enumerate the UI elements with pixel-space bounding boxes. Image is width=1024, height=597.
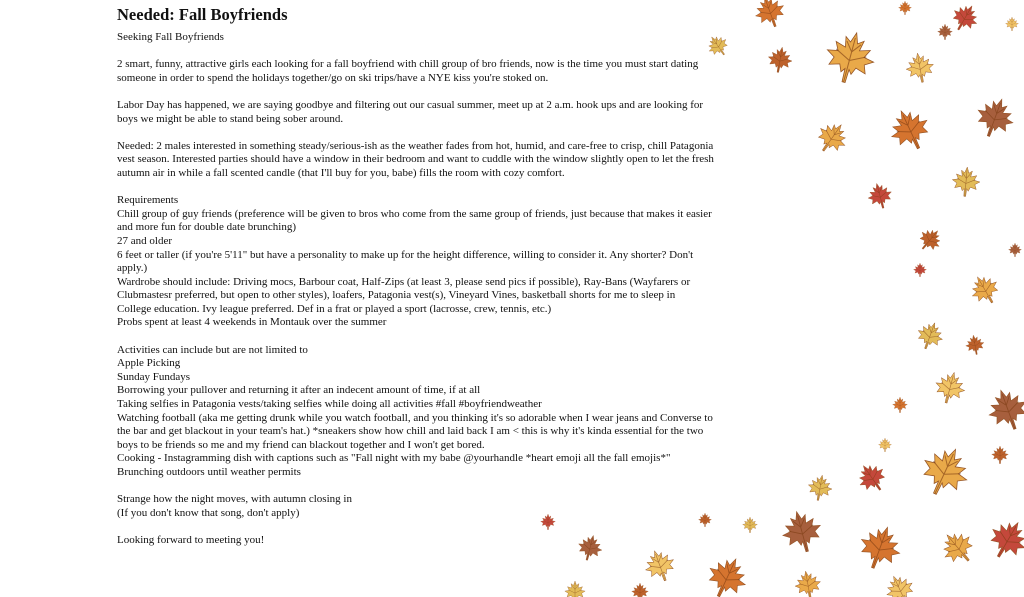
- requirement-item: 27 and older: [117, 234, 172, 247]
- activity-item: Watching football (aka me getting drunk while you watch football, and you thinking it's so adorable when I wear jeans and Converse to the bar and get blackout in your team's hat.) *sneakers show how chill and laid back I am < this is why it's kinda essential for the two boys to be friends so me and my friend can blackout together and I won't get bored.: [117, 411, 713, 451]
- activity-item: Apple Picking: [117, 357, 181, 370]
- activities-section: [117, 344, 717, 480]
- intro-paragraph: 2 smart, funny, attractive girls each looking for a fall boyfriend with chill group of bro friends, now is the time you must start dating someone in order to spend the holidays together/go on ski trips/have a NYE kiss you're stoked on.: [117, 58, 699, 84]
- maple-leaf-icon: [632, 583, 649, 597]
- needed-paragraph: Needed: 2 males interested in something steady/serious-ish as the weather fades from hot, humid, and care-free to crisp, chill Patagonia vest season. Interested parties should have a window in their bedroom and want to cuddle with the window slightly open to let the fresh autumn air in while a fall scented candle (that I'll buy for you, babe) fills the room with cozy comfort.: [117, 139, 714, 179]
- maple-leaf-icon: [966, 270, 1005, 309]
- maple-leaf-icon: [820, 27, 879, 89]
- maple-leaf-icon: [964, 334, 986, 356]
- maple-leaf-icon: [893, 397, 908, 413]
- post-title: Needed: Fall Boyfriends: [117, 5, 288, 24]
- maple-leaf-icon: [879, 438, 892, 452]
- requirement-item: Probs spent at least 4 weekends in Montauk over the summer: [117, 316, 387, 329]
- requirements-section: [117, 194, 717, 330]
- maple-leaf-icon: [951, 166, 981, 198]
- maple-leaf-icon: [935, 525, 980, 571]
- maple-leaf-icon: [947, 0, 983, 36]
- maple-leaf-icon: [565, 581, 585, 597]
- activities-heading: Activities can include but are not limited to: [117, 343, 308, 356]
- maple-leaf-icon: [854, 520, 907, 574]
- requirement-item: Chill group of guy friends (preference will be given to bros who come from the same group of friends, just because that makes it easier and more fun for double date brunching): [117, 207, 712, 234]
- sign-off: Looking forward to meeting you!: [117, 533, 265, 546]
- maple-leaf-icon: [899, 1, 912, 15]
- closing-note: (If you don't know that song, don't apply): [117, 506, 300, 519]
- maple-leaf-icon: [865, 180, 895, 211]
- maple-leaf-icon: [852, 458, 891, 498]
- closing-lyric: Strange how the night moves, with autumn closing in: [117, 493, 352, 506]
- labor-day-paragraph: Labor Day has happened, we are saying goodbye and filtering out our casual summer, meet up at 2 a.m. hook ups and are looking for boys we might be able to stand being sober around.: [117, 98, 704, 125]
- maple-leaf-icon: [914, 263, 927, 277]
- maple-leaf-icon: [932, 369, 969, 407]
- craigslist-post: [117, 5, 717, 561]
- maple-leaf-icon: [982, 513, 1024, 565]
- requirement-item: 6 feet or taller (if you're 5'11" but have a personality to make up for the height difference, willing to consider it. Any shorter? Don't apply.): [117, 248, 694, 275]
- maple-leaf-icon: [806, 473, 834, 502]
- maple-leaf-icon: [914, 440, 976, 504]
- maple-leaf-icon: [778, 507, 826, 557]
- closing-section: [117, 493, 717, 520]
- maple-leaf-icon: [751, 0, 789, 31]
- activity-item: Cooking - Instagramming dish with captions such as "Fall night with my babe @yourhandle *heart emoji all the fall emojis*": [117, 452, 671, 465]
- maple-leaf-icon: [1006, 17, 1019, 31]
- maple-leaf-icon: [884, 103, 936, 157]
- maple-leaf-icon: [793, 569, 823, 597]
- maple-leaf-icon: [913, 318, 947, 353]
- post-subtitle: Seeking Fall Boyfriends: [117, 31, 224, 43]
- activity-item: Brunching outdoors until weather permits: [117, 466, 301, 478]
- maple-leaf-icon: [938, 24, 953, 40]
- activity-item: Taking selfies in Patagonia vests/taking selfies while doing all activities #fall #boyfriendweather: [117, 398, 542, 411]
- maple-leaf-icon: [1009, 243, 1022, 257]
- maple-leaf-icon: [983, 384, 1024, 436]
- requirement-item: Wardrobe should include: Driving mocs, Barbour coat, Half-Zips (at least 3, please send pics if possible), Ray-Bans (Wayfarers or Clubmastesr preferred, but open to other styles), loafers, Patagonia vest(s), Vineyard Vines, basketball shorts for me to sleep in: [117, 275, 691, 302]
- maple-leaf-icon: [904, 51, 936, 85]
- requirements-heading: Requirements: [117, 194, 179, 207]
- activity-item: Sunday Fundays: [117, 370, 191, 383]
- maple-leaf-icon: [914, 224, 946, 256]
- activity-item: Borrowing your pullover and returning it after an indecent amount of time, if at all: [117, 384, 481, 397]
- maple-leaf-icon: [743, 517, 758, 533]
- maple-leaf-icon: [992, 446, 1009, 464]
- maple-leaf-icon: [971, 93, 1019, 142]
- maple-leaf-icon: [766, 45, 794, 74]
- maple-leaf-icon: [881, 571, 918, 597]
- requirement-item: College education. Ivy league preferred. Def in a frat or played a sport (lacrosse, crew, tennis, etc.): [117, 302, 552, 315]
- maple-leaf-icon: [811, 116, 853, 159]
